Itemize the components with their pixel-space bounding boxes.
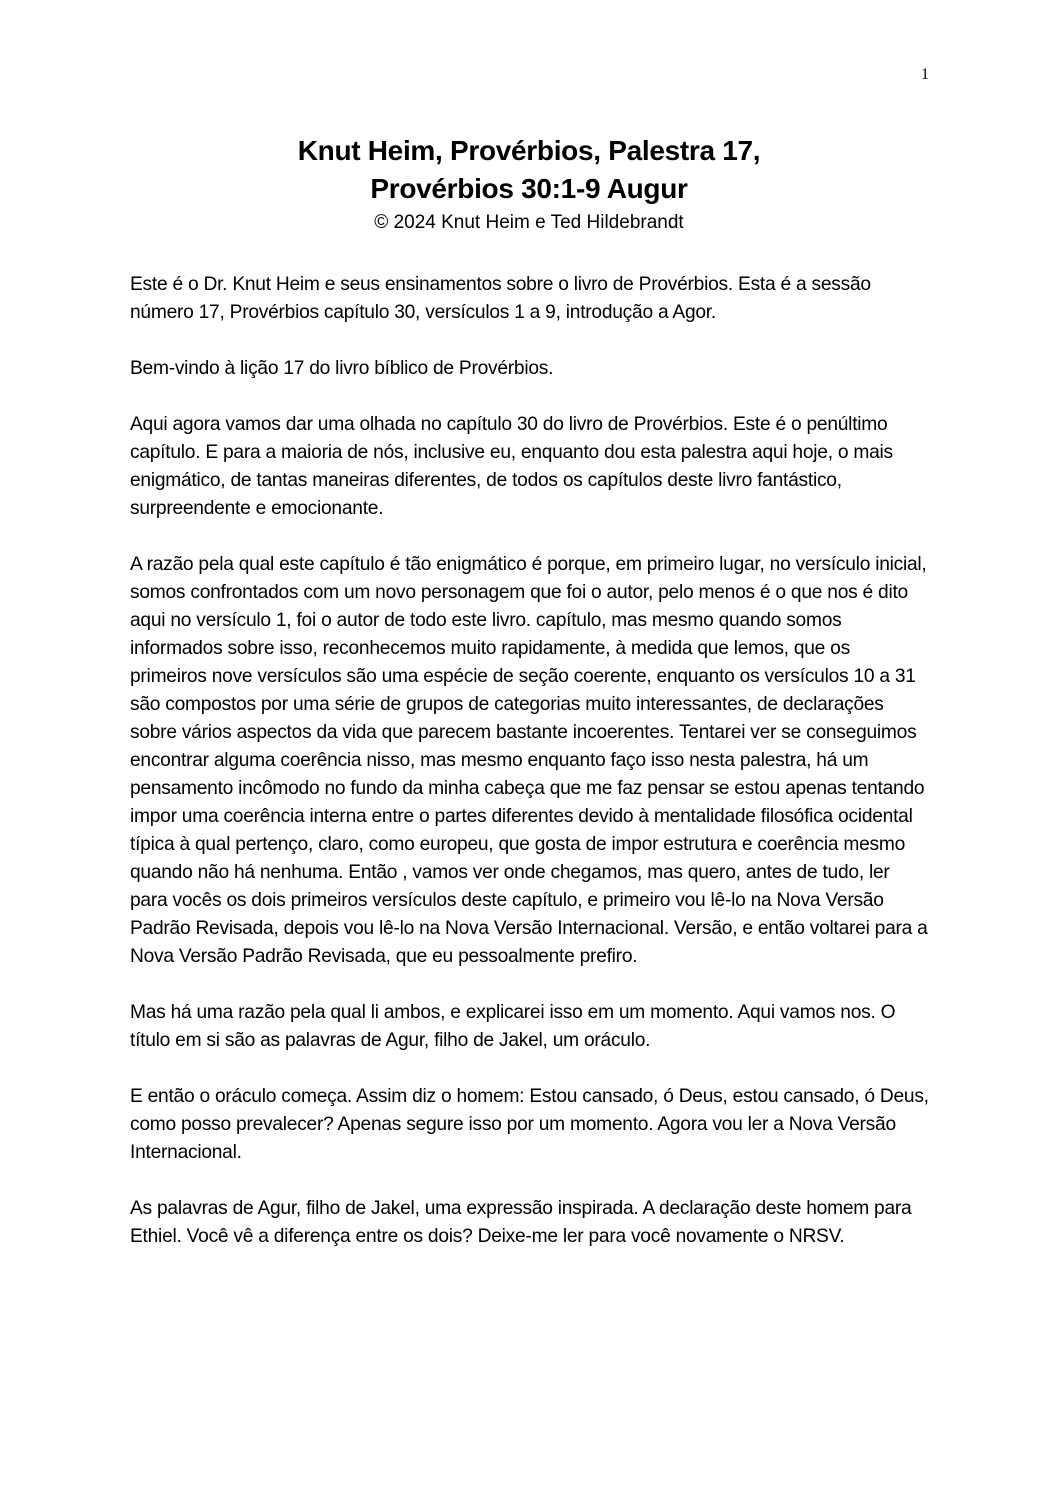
paragraph-3: Aqui agora vamos dar uma olhada no capítulo 30 do livro de Provérbios. Este é o penúltimo capítulo. E para a maioria de nós, inclusive eu, enquanto dou esta palestra aqui hoje, o mais enigmático, de tantas maneiras diferentes, de todos os capítulos deste livro fantástico, surpreendente e emocionante. bbox=[130, 414, 893, 519]
paragraph-2: Bem-vindo à lição 17 do livro bíblico de Provérbios. bbox=[130, 358, 554, 379]
document-title bbox=[130, 132, 928, 208]
document-body bbox=[130, 271, 930, 1279]
paragraph-5: Mas há uma razão pela qual li ambos, e explicarei isso em um momento. Aqui vamos nos. O título em si são as palavras de Agur, filho de Jakel, um oráculo. bbox=[130, 1002, 896, 1051]
paragraph-4: A razão pela qual este capítulo é tão enigmático é porque, em primeiro lugar, no versículo inicial, somos confrontados com um novo personagem que foi o autor, pelo menos é o que nos é dito aqui no versículo 1, foi o autor de todo este livro. capítulo, mas mesmo quando somos informados sobre isso, reconhecemos muito rapidamente, à medida que lemos, que os primeiros nove versículos são uma espécie de seção coerente, enquanto os versículos 10 a 31 são compostos por uma série de grupos de categorias muito interessantes, de declarações sobre vários aspectos da vida que parecem bastante incoerentes. Tentarei ver se conseguimos encontrar alguma coerência nisso, mas mesmo enquanto faço isso nesta palestra, há um pensamento incômodo no fundo da minha cabeça que me faz pensar se estou apenas tentando impor uma coerência interna entre o partes diferentes devido à mentalidade filosófica ocidental típica à qual pertenço, claro, como europeu, que gosta de impor estrutura e coerência mesmo quando não há nenhuma. Então , vamos ver onde chegamos, mas quero, antes de tudo, ler para vocês os dois primeiros versículos deste capítulo, e primeiro vou lê-lo na Nova Versão Padrão Revisada, depois vou lê-lo na Nova Versão Internacional. Versão, e então voltarei para a Nova Versão Padrão Revisada, que eu pessoalmente prefiro. bbox=[130, 554, 928, 967]
copyright-line: © 2024 Knut Heim e Ted Hildebrandt bbox=[374, 212, 684, 233]
paragraph-7: As palavras de Agur, filho de Jakel, uma expressão inspirada. A declaração deste homem para Ethiel. Você vê a diferença entre os dois? Deixe-me ler para você novamente o NRSV. bbox=[130, 1198, 912, 1247]
title-line-1: Knut Heim, Provérbios, Palestra 17, bbox=[297, 135, 761, 166]
paragraph-6: E então o oráculo começa. Assim diz o homem: Estou cansado, ó Deus, estou cansado, ó Deus, como posso prevalecer? Apenas segure isso por um momento. Agora vou ler a Nova Versão Internacional. bbox=[130, 1086, 929, 1163]
page-number: 1 bbox=[921, 66, 929, 83]
paragraph-1: Este é o Dr. Knut Heim e seus ensinamentos sobre o livro de Provérbios. Esta é a sessão número 17, Provérbios capítulo 30, versículos 1 a 9, introdução a Agor. bbox=[130, 274, 871, 323]
title-line-2: Provérbios 30:1-9 Augur bbox=[370, 173, 688, 204]
document-header bbox=[130, 132, 928, 235]
